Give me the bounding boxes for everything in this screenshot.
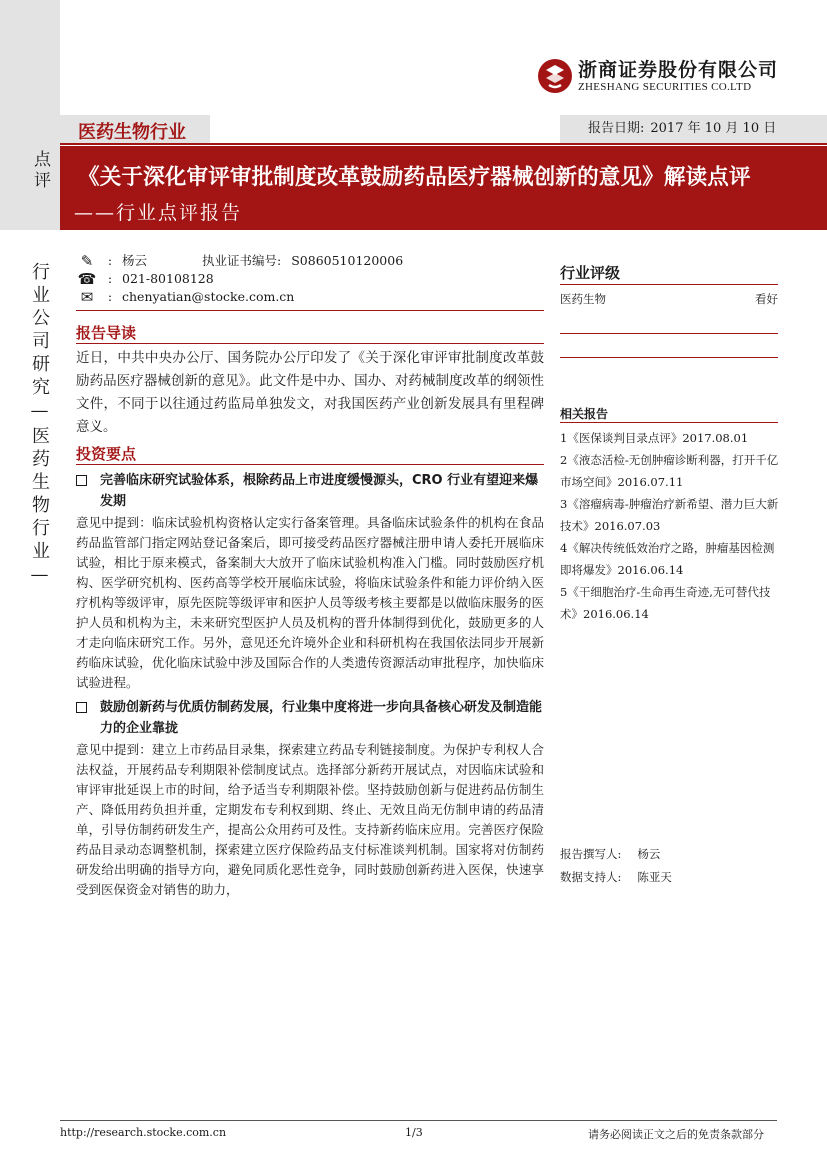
checkbox-bullet-icon (76, 475, 87, 486)
related-item[interactable]: 4《解决传统低效治疗之路，肿瘤基因检测即将爆发》2016.06.14 (560, 541, 775, 577)
company-name-cn: 浙商证券股份有限公司 (578, 59, 779, 81)
cert-number: S0860510120006 (291, 253, 404, 268)
guide-heading: 报告导读 (76, 324, 137, 342)
footer-url[interactable]: http://research.stocke.com.cn (60, 1126, 227, 1139)
rating-row (560, 291, 778, 307)
analyst-name-row (76, 252, 403, 270)
invest-point-title: 完善临床研究试验体系，根除药品上市进度缓慢源头，CRO 行业有望迎来爆发期 (100, 473, 539, 509)
related-item[interactable]: 1《医保谈判目录点评》2017.08.01 (560, 431, 749, 445)
invest-point-body: 意见中提到：建立上市药品目录集，探索建立药品专利链接制度。为保护专利权人合法权益，开展药品专利期限补偿制度试点。选择部分新药开展试点，对因临床试验和审评审批延误上市的时间，给予适当专利期限补偿。坚持鼓励创新与促进药品仿制生产、降低用药负担并重，定期发布专利权到期、终止、无效且尚无仿制申请的药品清单，引导仿制药研发生产，提高公众用药可及性。支持新药临床应用。完善医疗保险药品目录动态调整机制，探索建立医疗保险药品支付标准谈判机制。国家将对仿制药研发给出明确的指导方向，避免同质化恶性竞争，同时鼓励创新药进入医保，快速享受到医保资金对销售的助力， (76, 742, 544, 897)
analyst-divider (76, 310, 544, 311)
phone-icon: ☎ (77, 270, 97, 288)
rating-heading: 行业评级 (560, 264, 621, 282)
rating-divider (560, 333, 778, 334)
writer-name: 杨云 (637, 847, 661, 861)
related-divider (560, 422, 778, 423)
company-name-en: ZHESHANG SECURITIES CO.LTD (578, 81, 752, 93)
title-banner (60, 146, 827, 230)
invest-point-1 (76, 470, 544, 512)
disclaimer-note: 请务必阅读正文之后的免责条款部分 (588, 1128, 764, 1141)
colon: : (107, 271, 113, 286)
analyst-info (76, 252, 403, 306)
guide-text: 近日，中共中央办公厅、国务院办公厅印发了《关于深化审评审批制度改革鼓励药品医疗器械创新的意见》。此文件是中办、国办、对药械制度改革的纲领性文件，不同于以往通过药监局单独发文，对我国医药产业创新发展具有里程碑意义。 (76, 350, 544, 435)
credit-writer (560, 846, 660, 862)
industry-label: 医药生物行业 (78, 122, 186, 143)
related-heading: 相关报告 (560, 407, 609, 421)
report-date (560, 115, 827, 145)
industry-tag (60, 115, 210, 145)
rating-divider (560, 284, 778, 285)
guide-divider (76, 343, 544, 344)
report-date-value: 2017 年 10 月 10 日 (650, 121, 777, 136)
related-list (560, 427, 780, 625)
related-item[interactable]: 5《干细胞治疗-生命再生奇迹,无可替代技术》2016.06.14 (560, 585, 771, 621)
pen-icon: ✎ (80, 252, 94, 270)
header-divider (60, 143, 827, 145)
side-label-category: 行业公司研究—医药生物行业— (29, 262, 50, 590)
analyst-email-row (76, 288, 403, 306)
company-logo (536, 57, 778, 95)
rating-sector: 医药生物 (560, 292, 606, 306)
rating-value: 看好 (755, 292, 778, 306)
side-label-review: 点评 (30, 150, 50, 192)
related-item[interactable]: 3《溶瘤病毒-肿瘤治疗新希望、潜力巨大新技术》2016.07.03 (560, 497, 779, 533)
analyst-phone: 021-80108128 (122, 271, 214, 286)
left-margin-header-block (0, 0, 60, 230)
analyst-name: 杨云 (122, 253, 148, 268)
credit-support (560, 869, 672, 885)
related-item[interactable]: 2《液态活检-无创肿瘤诊断利器，打开千亿市场空间》2016.07.11 (560, 453, 779, 489)
support-name: 陈亚天 (637, 870, 672, 884)
footer-divider (60, 1120, 777, 1121)
checkbox-bullet-icon (76, 702, 87, 713)
support-label: 数据支持人: (560, 870, 622, 884)
invest-point-2 (76, 697, 544, 739)
analyst-phone-row (76, 270, 403, 288)
cert-label: 执业证书编号: (202, 253, 282, 268)
analyst-email[interactable]: chenyatian@stocke.com.cn (122, 289, 295, 304)
invest-divider (76, 464, 544, 465)
invest-heading: 投资要点 (76, 445, 137, 463)
report-subtitle: ——行业点评报告 (74, 202, 243, 224)
report-date-label: 报告日期: (588, 121, 645, 136)
invest-point-body: 意见中提到：临床试验机构资格认定实行备案管理。具备临床试验条件的机构在食品药品监管部门指定网站登记备案后，即可接受药品医疗器械注册申请人委托开展临床试验，相比于原来模式，备案制大大放开了临床试验机构准入门槛。同时鼓励医疗机构、医学研究机构、医药高等学校开展临床试验，将临床试验条件和能力评价纳入医疗机构等级评审，原先医院等级评审和医护人员等级考核主要都是以做临床服务的医护人员和机构为主，未来研究型医护人员及机构的晋升体制得到优化，鼓励更多的人才走向临床研究工作。另外，意见还允许境外企业和科研机构在我国依法同步开展新药临床试验，优化临床试验中涉及国际合作的人类遗传资源活动审批程序，加快临床试验进程。 (76, 515, 544, 690)
report-title: 《关于深化审评审批制度改革鼓励药品医疗器械创新的意见》解读点评 (78, 165, 751, 190)
colon: : (107, 289, 113, 304)
rating-divider (560, 357, 778, 358)
colon: : (107, 253, 113, 268)
page-number: 1/3 (405, 1126, 423, 1139)
zheshang-logo-icon (536, 57, 574, 95)
envelope-icon: ✉ (80, 288, 94, 306)
invest-point-title: 鼓励创新药与优质仿制药发展，行业集中度将进一步向具备核心研发及制造能力的企业靠拢 (100, 700, 543, 736)
writer-label: 报告撰写人: (560, 847, 622, 861)
